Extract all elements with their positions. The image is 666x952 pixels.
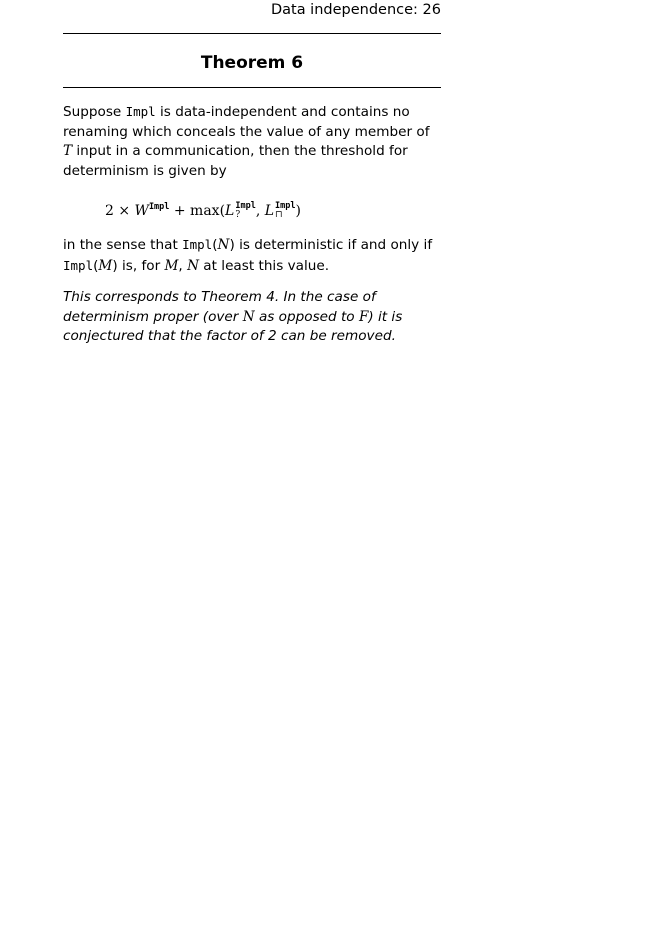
code-impl: Impl	[63, 257, 94, 273]
superscript-impl: Impl	[275, 201, 296, 211]
bottom-rule	[63, 87, 441, 88]
text-run: as opposed to	[254, 308, 359, 325]
math-M: M	[98, 257, 113, 274]
text-run: is data-independent and contains no renaming which conceals the value of any member of	[63, 104, 430, 140]
math-N: N	[187, 257, 199, 274]
subscript-question: ?	[235, 210, 241, 220]
code-impl: Impl	[125, 104, 156, 119]
math-W: W	[134, 203, 149, 219]
text-run: at least this value.	[198, 257, 330, 274]
top-rule	[63, 33, 441, 34]
math-T: T	[63, 143, 73, 159]
superscript-impl: Impl	[235, 201, 256, 211]
theorem-remark	[63, 288, 441, 347]
script-pair	[235, 202, 255, 220]
formula-part: + max(	[169, 203, 226, 219]
text-run: ,	[178, 257, 188, 274]
code-impl: Impl	[182, 237, 213, 252]
theorem-statement	[63, 102, 441, 181]
text-run: in the sense that	[63, 237, 183, 253]
theorem-title: Theorem 6	[200, 53, 304, 73]
text-run: input in a communication, then the threshold for determinism is given by	[63, 143, 408, 179]
text-run: Suppose	[63, 104, 126, 120]
script-pair	[275, 202, 295, 220]
math-script-F: F	[358, 308, 369, 325]
math-M: M	[164, 257, 179, 274]
superscript-impl: Impl	[148, 202, 170, 212]
subscript-meet: ⊓	[275, 210, 283, 220]
math-script-N: N	[242, 308, 255, 325]
formula-part: 2 ×	[105, 203, 135, 219]
theorem-explanation	[63, 235, 441, 276]
formula-part: )	[295, 203, 301, 219]
formula-part: ,	[255, 203, 265, 219]
math-L: L	[225, 203, 235, 219]
math-N: N	[217, 237, 230, 253]
text-run: )	[112, 257, 118, 274]
text-run: is deterministic if and only if	[234, 237, 433, 253]
threshold-formula	[105, 196, 301, 222]
running-head: Data independence: 26	[270, 2, 441, 18]
text-run: This corresponds to Theorem 4. In the case of determinism proper (over	[63, 289, 376, 325]
math-L: L	[264, 203, 275, 219]
text-run: (	[93, 257, 99, 274]
text-run: )	[229, 237, 235, 253]
text-run: (	[212, 237, 218, 253]
text-run: ) it is conjectured that the factor of 2 can be removed.	[63, 308, 403, 344]
text-run: is, for	[117, 257, 165, 274]
